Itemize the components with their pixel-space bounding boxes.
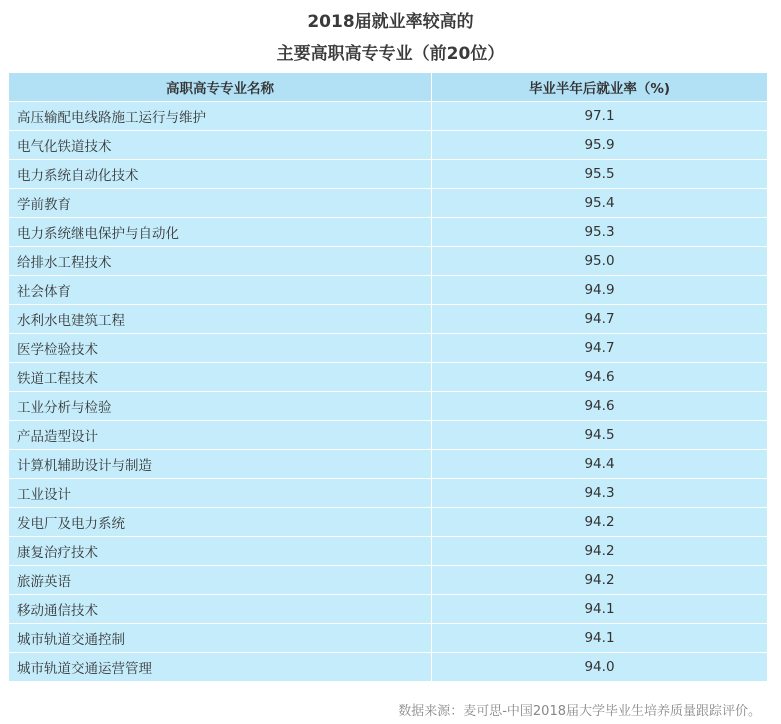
employment-rate-cell: 95.9 [432,131,768,160]
table-row [9,102,768,131]
table-row [9,508,768,537]
employment-rate-cell: 94.1 [432,624,768,653]
column-header-rate: 毕业半年后就业率（%) [432,73,768,102]
column-header-major: 高职高专专业名称 [9,73,432,102]
major-name-cell: 城市轨道交通控制 [9,624,432,653]
employment-rate-cell: 94.7 [432,334,768,363]
table-row [9,537,768,566]
table-row [9,218,768,247]
employment-rate-cell: 94.4 [432,450,768,479]
employment-rate-cell: 95.5 [432,160,768,189]
major-name-cell: 电力系统继电保护与自动化 [9,218,432,247]
employment-rate-cell: 94.5 [432,421,768,450]
major-name-cell: 医学检验技术 [9,334,432,363]
table-row [9,363,768,392]
table-row [9,450,768,479]
table-body [9,102,768,682]
data-table-container [8,72,767,682]
major-name-cell: 社会体育 [9,276,432,305]
major-name-cell: 学前教育 [9,189,432,218]
employment-rate-cell: 95.0 [432,247,768,276]
title-line-2: 主要高职高专专业（前20位） [276,44,505,64]
major-name-cell: 移动通信技术 [9,595,432,624]
employment-rate-cell: 95.3 [432,218,768,247]
table-row [9,189,768,218]
major-name-cell: 电气化铁道技术 [9,131,432,160]
major-name-cell: 工业设计 [9,479,432,508]
table-row [9,479,768,508]
employment-rate-cell: 94.2 [432,508,768,537]
major-name-cell: 电力系统自动化技术 [9,160,432,189]
employment-rate-cell: 97.1 [432,102,768,131]
table-row [9,624,768,653]
employment-rate-cell: 94.2 [432,566,768,595]
employment-rate-table [8,72,768,682]
table-row [9,421,768,450]
major-name-cell: 计算机辅助设计与制造 [9,450,432,479]
major-name-cell: 旅游英语 [9,566,432,595]
table-row [9,392,768,421]
major-name-cell: 发电厂及电力系统 [9,508,432,537]
data-source-note: 数据来源：麦可思-中国2018届大学毕业生培养质量跟踪评价。 [398,704,761,719]
employment-rate-cell: 94.1 [432,595,768,624]
table-row [9,566,768,595]
major-name-cell: 铁道工程技术 [9,363,432,392]
major-name-cell: 产品造型设计 [9,421,432,450]
table-row [9,305,768,334]
major-name-cell: 高压输配电线路施工运行与维护 [9,102,432,131]
employment-rate-cell: 95.4 [432,189,768,218]
major-name-cell: 工业分析与检验 [9,392,432,421]
major-name-cell: 给排水工程技术 [9,247,432,276]
major-name-cell: 城市轨道交通运营管理 [9,653,432,682]
employment-rate-cell: 94.6 [432,363,768,392]
major-name-cell: 康复治疗技术 [9,537,432,566]
major-name-cell: 水利水电建筑工程 [9,305,432,334]
employment-rate-cell: 94.3 [432,479,768,508]
employment-rate-cell: 94.7 [432,305,768,334]
employment-rate-cell: 94.0 [432,653,768,682]
table-row [9,247,768,276]
table-row [9,334,768,363]
employment-rate-cell: 94.2 [432,537,768,566]
table-row [9,131,768,160]
title-line-1: 2018届就业率较高的 [307,12,474,32]
table-row [9,595,768,624]
table-row [9,276,768,305]
employment-rate-cell: 94.6 [432,392,768,421]
table-row [9,653,768,682]
table-row [9,160,768,189]
table-header-row [9,73,768,102]
employment-rate-cell: 94.9 [432,276,768,305]
